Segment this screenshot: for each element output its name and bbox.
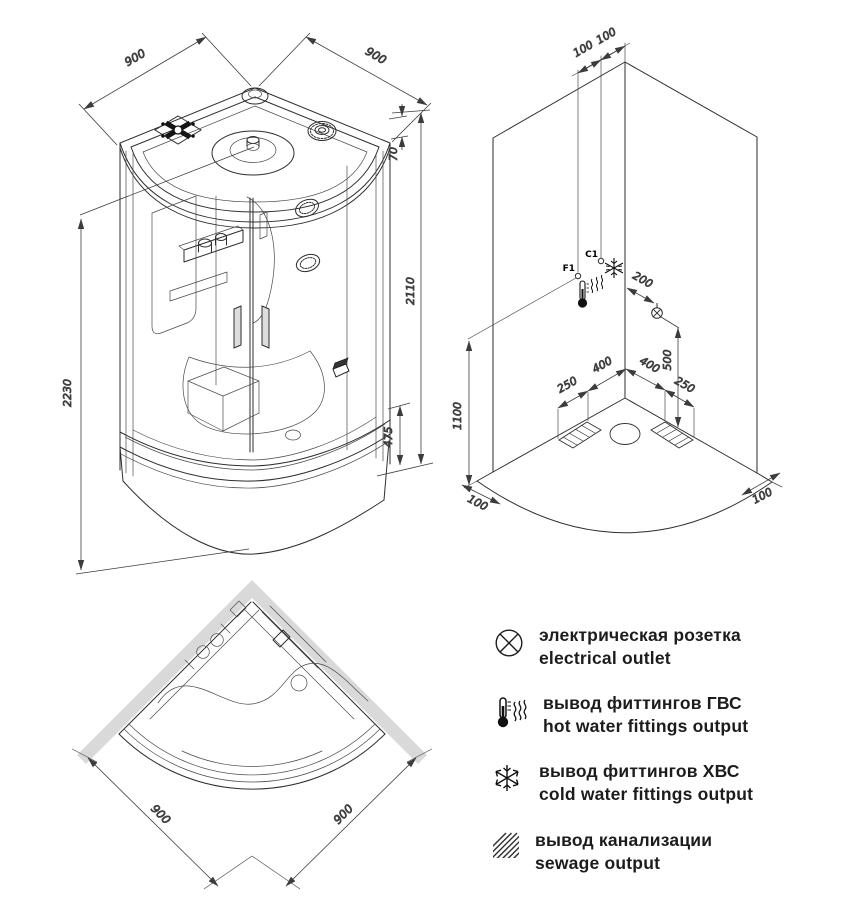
dim-label-floor-margin-left: 100 [465,492,490,514]
control-box [333,358,349,377]
isometric-cabin-view [61,33,433,574]
roof-shower-dome [212,131,294,175]
dim-width-left [79,33,251,145]
electrical-outlet-icon [492,626,526,660]
legend-text [543,692,748,738]
cabin-roof [120,88,390,228]
legend-text [535,829,712,875]
legend-label-en: sewage output [535,853,661,873]
hot-water-icon [578,275,603,308]
dim-label-sewage-right-distance: 400 [637,354,663,376]
legend-label-en: hot water fittings output [543,716,749,736]
dim-label-cold-offset: 100 [593,25,619,47]
hot-point-label: F1 [562,264,575,274]
legend-item-hot-water [492,692,748,738]
door-handles [234,306,269,348]
plan-view [72,580,432,889]
dim-label-total-height: 2230 [61,379,74,407]
dim-label-width-right: 900 [363,43,390,68]
fitting-risers [575,56,603,279]
dim-label-sewage-right-width: 250 [672,374,698,396]
dim-label-fittings-height: 1100 [451,402,464,430]
electrical-outlet-symbol [652,303,663,318]
sewage-zones [559,422,693,448]
dim-label-sewage-left-width: 250 [554,374,580,396]
legend-item-electrical-outlet [492,624,741,670]
dim-label-tray-height: 475 [382,426,395,448]
dim-label-width-left: 900 [121,45,148,70]
cold-point-label: C1 [585,250,598,260]
dim-outlet-distance [627,269,655,303]
dim-label-cabin-height: 2110 [404,277,417,305]
legend-item-cold-water [492,760,753,806]
dim-tray-height [382,403,410,465]
dim-label-plan-right: 900 [330,801,356,827]
cold-water-icon [492,762,526,796]
legend-label-ru: вывод канализации [535,830,713,850]
dim-width-right [259,33,431,142]
dim-cabin-height [377,110,433,476]
dim-plan-left [72,749,252,889]
dim-floor-margin-right [742,473,780,507]
roof-light [242,88,268,104]
dim-label-roof-gap: 70 [387,147,400,161]
plan-tray [119,601,385,789]
dim-top-offsets [571,25,630,76]
cold-water-icon [605,258,623,278]
plan-walls [77,580,427,764]
body-jets [293,196,322,275]
legend-label-en: electrical outlet [539,648,671,668]
dim-label-outlet-height: 500 [661,349,674,371]
dim-floor-margin-left [462,485,500,514]
dim-fittings-height [451,278,576,485]
legend-item-sewage [492,829,712,875]
dim-label-outlet-distance: 200 [630,269,656,291]
dim-outlet-height [661,317,679,427]
legend-label-en: cold water fittings output [539,784,754,804]
dim-label-floor-margin-right: 100 [750,485,775,507]
corner-walls [464,43,782,533]
wall-installation-view [451,25,782,533]
cabin-body [120,148,390,476]
legend-label-ru: электрическая розетка [539,625,741,645]
dim-plan-right [252,749,432,889]
roof-ventilation-fan-icon [155,116,201,144]
hot-water-icon [492,694,530,730]
dim-label-sewage-left-distance: 400 [589,354,615,376]
corner-shelf [170,226,243,301]
legend-text [539,760,753,806]
sewage-icon [492,831,522,861]
dim-label-hot-offset: 100 [570,38,596,60]
shower-tray [120,351,390,554]
dim-label-plan-left: 900 [148,801,174,827]
legend-label-ru: вывод фиттингов ХВС [539,761,740,781]
legend-text [539,624,741,670]
legend-label-ru: вывод фиттингов ГВС [543,693,742,713]
